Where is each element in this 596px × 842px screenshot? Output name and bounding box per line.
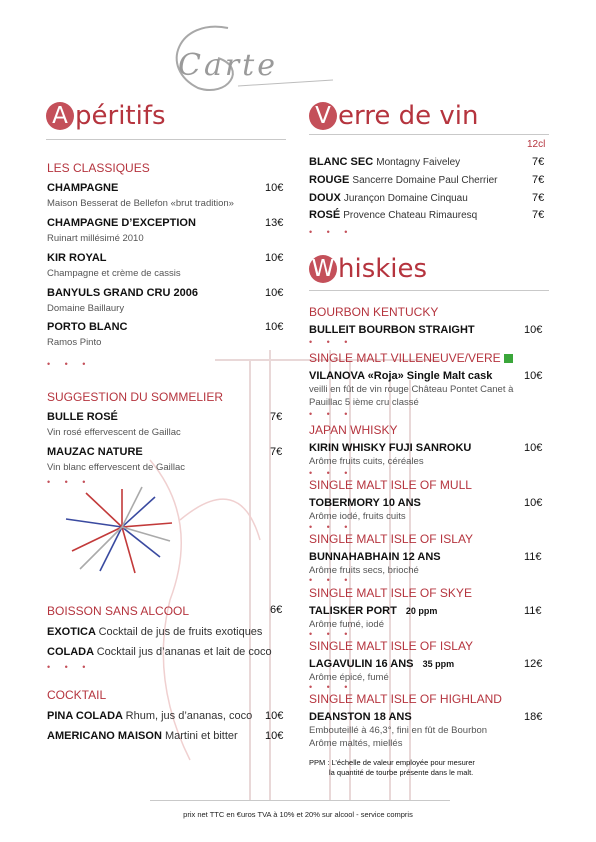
section-label: SINGLE MALT ISLE OF ISLAY (309, 639, 474, 653)
whisky-price: 11€ (524, 551, 542, 563)
separator-dots: • • • (47, 662, 92, 672)
wine-name: ROSÉ (309, 209, 341, 221)
section-label-text: SINGLE MALT VILLENEUVE/VERE (309, 351, 501, 365)
whisky-desc: Arôme iodé, fruits cuits (309, 511, 406, 522)
section-label: SUGGESTION DU SOMMELIER (47, 390, 224, 404)
separator-dots: • • • (309, 468, 354, 478)
menu-item-desc: Martini et bitter (164, 730, 238, 742)
whisky-desc: Arôme fumé, iodé (309, 619, 384, 630)
aperitifs-initial: A (46, 102, 74, 130)
whisky-price: 11€ (524, 605, 542, 617)
menu-item-name: BULLE ROSÉ (47, 411, 118, 423)
whisky-desc: Arôme maltés, miellés (309, 738, 403, 749)
ppm-value: 20 ppm (405, 606, 438, 616)
divider (309, 290, 549, 291)
menu-item-name: MAUZAC NATURE (47, 446, 143, 458)
whiskies-header-text: hiskies (338, 254, 428, 284)
menu-item-price: 10€ (265, 321, 284, 333)
aperitifs-header (46, 101, 166, 131)
menu-item-desc: Vin rosé effervescent de Gaillac (47, 427, 181, 438)
menu-item-line (47, 626, 262, 638)
section-label: SINGLE MALT ISLE OF ISLAY (309, 532, 474, 546)
menu-item-price: 7€ (270, 411, 283, 423)
whisky-name: LAGAVULIN 16 ANS (309, 658, 414, 670)
page-title: Carte (178, 48, 278, 83)
whisky-price: 18€ (524, 711, 543, 723)
menu-item-price: 10€ (265, 252, 284, 264)
wine-price: 7€ (532, 156, 545, 168)
whisky-name: BULLEIT BOURBON STRAIGHT (309, 324, 475, 336)
whisky-name: TOBERMORY 10 ANS (309, 497, 421, 509)
menu-item-price: 10€ (265, 710, 284, 722)
whisky-desc: Embouteillé à 46,3°, fini en fût de Bourbon (309, 725, 488, 736)
menu-item-price: 10€ (265, 730, 284, 742)
footer-divider (150, 800, 450, 801)
wine-line (309, 209, 477, 221)
menu-item-desc: Ramos Pinto (47, 337, 102, 348)
verre-initial: V (309, 102, 337, 130)
whisky-name: DEANSTON 18 ANS (309, 711, 412, 723)
menu-item-name: BANYULS GRAND CRU 2006 (47, 287, 198, 299)
menu-item-name: CHAMPAGNE (47, 182, 119, 194)
menu-item-name: CHAMPAGNE D’EXCEPTION (47, 217, 196, 229)
menu-item-name: PINA COLADA (47, 710, 123, 722)
whisky-name: KIRIN WHISKY FUJI SANROKU (309, 442, 472, 454)
menu-item-desc: Domaine Baillaury (47, 303, 125, 314)
separator-dots: • • • (47, 359, 92, 369)
divider (46, 139, 286, 140)
whiskies-initial: W (309, 255, 337, 283)
menu-item-price: 6€ (270, 604, 283, 616)
menu-item-desc: Vin blanc effervescent de Gaillac (47, 462, 186, 473)
menu-item-price: 10€ (265, 287, 284, 299)
ppm-value: 35 ppm (422, 659, 455, 669)
verre-de-vin-header (309, 101, 478, 131)
wine-name: ROUGE (309, 174, 350, 186)
menu-item-name: AMERICANO MAISON (47, 730, 162, 742)
menu-item-line (47, 710, 252, 722)
menu-item-desc: Ruinart millésimé 2010 (47, 233, 144, 244)
whisky-price: 12€ (524, 658, 543, 670)
wine-desc: Montagny Faiveley (376, 157, 461, 168)
separator-dots: • • • (309, 409, 354, 419)
whisky-price: 10€ (524, 324, 543, 336)
section-label: BOISSON SANS ALCOOL (47, 604, 190, 618)
wine-name: BLANC SEC (309, 156, 374, 168)
separator-dots: • • • (309, 629, 354, 639)
separator-dots: • • • (309, 575, 354, 585)
glass-size: 12cl (527, 139, 546, 150)
wine-price: 7€ (532, 174, 545, 186)
aperitifs-header-text: péritifs (75, 101, 166, 131)
section-label: SINGLE MALT ISLE OF SKYE (309, 586, 472, 600)
divider (309, 134, 549, 135)
separator-dots: • • • (309, 337, 354, 347)
section-label: LES CLASSIQUES (47, 161, 150, 175)
whisky-line (309, 605, 437, 617)
whisky-desc: Arôme fruits cuits, céréales (309, 456, 424, 467)
ppm-note-line1: PPM : L’échelle de valeur employée pour mesurer (309, 758, 475, 767)
menu-item-desc: Cocktail de jus de fruits exotiques (98, 626, 263, 638)
organic-leaf-icon (504, 354, 513, 363)
separator-dots: • • • (309, 682, 354, 692)
menu-item-line (47, 730, 238, 742)
separator-dots: • • • (309, 227, 354, 237)
wine-line (309, 174, 497, 186)
menu-item-desc: Cocktail jus d’ananas et lait de coco (96, 646, 272, 658)
section-label (309, 351, 513, 365)
whiskies-header (309, 254, 427, 284)
wine-desc: Sancerre Domaine Paul Cherrier (352, 175, 498, 186)
whisky-line (309, 658, 454, 670)
separator-dots: • • • (47, 477, 92, 487)
menu-item-price: 13€ (265, 217, 284, 229)
whisky-name: BUNNAHABHAIN 12 ANS (309, 551, 441, 563)
wine-price: 7€ (532, 192, 545, 204)
section-label: COCKTAIL (47, 688, 107, 702)
menu-item-desc: Rhum, jus d’ananas, coco (125, 710, 253, 722)
menu-item-name: COLADA (47, 646, 94, 658)
menu-item-name: PORTO BLANC (47, 321, 128, 333)
verre-header-text: erre de vin (338, 101, 479, 131)
wine-desc: Jurançon Domaine Cinquau (343, 193, 468, 204)
wine-line (309, 156, 460, 168)
whisky-price: 10€ (524, 370, 543, 382)
wine-name: DOUX (309, 192, 341, 204)
whisky-desc: Arôme épicé, fumé (309, 672, 389, 683)
whisky-price: 10€ (524, 497, 543, 509)
menu-item-desc: Maison Besserat de Bellefon «brut tradition» (47, 198, 234, 209)
whisky-price: 10€ (524, 442, 543, 454)
ppm-note-line2: la quantité de tourbe présente dans le malt. (329, 768, 474, 777)
section-label: BOURBON KENTUCKY (309, 305, 439, 319)
whisky-desc: Arôme fruits secs, brioché (309, 565, 419, 576)
menu-item-price: 7€ (270, 446, 283, 458)
wine-desc: Provence Chateau Rimauresq (343, 210, 478, 221)
menu-item-price: 10€ (265, 182, 284, 194)
separator-dots: • • • (309, 522, 354, 532)
menu-item-desc: Champagne et crème de cassis (47, 268, 181, 279)
section-label: JAPAN WHISKY (309, 423, 398, 437)
menu-item-name: KIR ROYAL (47, 252, 107, 264)
wine-line (309, 192, 468, 204)
section-label: SINGLE MALT ISLE OF MULL (309, 478, 472, 492)
footer-note: prix net TTC en €uros TVA à 10% et 20% sur alcool - service compris (183, 810, 413, 819)
whisky-desc: Pauillac 5 ième cru classé (309, 397, 419, 408)
menu-item-line (47, 646, 272, 658)
whisky-name: TALISKER PORT (309, 605, 397, 617)
whisky-desc: veilli en fût de vin rouge Château Pontet Canet à (309, 384, 514, 395)
whisky-name: VILANOVA «Roja» Single Malt cask (309, 370, 493, 382)
fireworks-illustration (60, 485, 180, 580)
menu-item-name: EXOTICA (47, 626, 96, 638)
section-label: SINGLE MALT ISLE OF HIGHLAND (309, 692, 502, 706)
wine-price: 7€ (532, 209, 545, 221)
